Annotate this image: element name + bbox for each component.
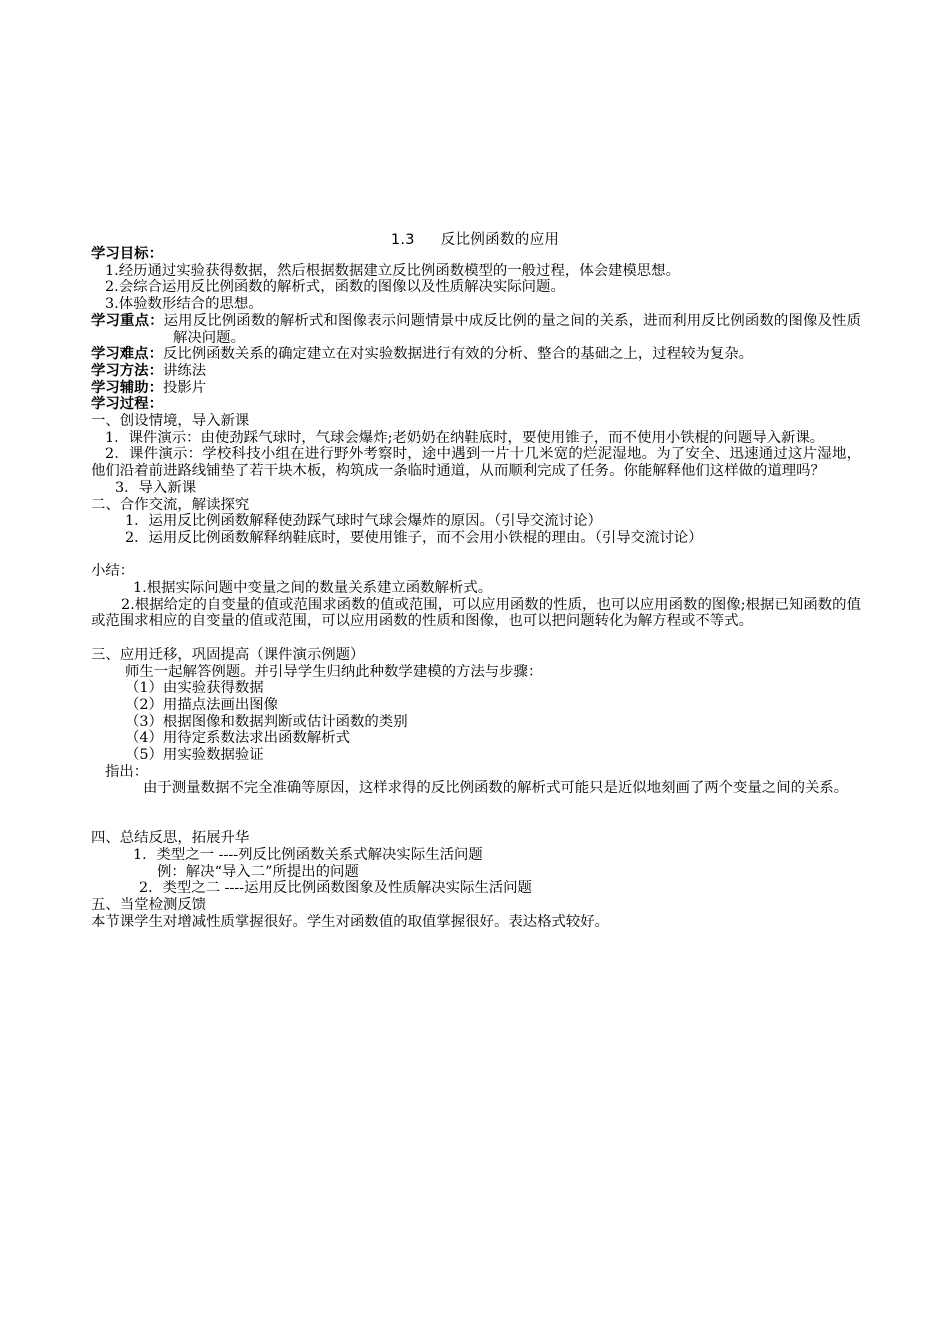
method-step: （3）根据图像和数据判断或估计函数的类别: [125, 713, 408, 730]
section-2-heading: 二、合作交流，解读探究: [91, 496, 250, 513]
method-step: （5）用实验数据验证: [125, 747, 264, 764]
title-number: 1.3: [390, 232, 415, 248]
section-5-heading: 五、当堂检测反馈: [91, 896, 207, 913]
section-4-item: 2．类型之二 ----运用反比例函数图象及性质解决实际生活问题: [139, 880, 532, 897]
method-step: （2）用描点法画出图像: [125, 696, 279, 713]
section-1-item: 2．课件演示：学校科技小组在进行野外考察时，途中遇到一片十几米宽的烂泥湿地。为了安全、迅速通过这片湿地，他们沿着前进路线铺垫了若干块木板，构筑成一条临时通道，从而顺利完成了任务。你能解释他们这样做的道理吗？: [91, 446, 861, 480]
key-point-text: 运用反比例函数的解析式和图像表示问题情景中成反比例的量之间的关系，进而利用反比例函数的图像及性质解决问题。: [163, 312, 861, 346]
key-point-label: 学习重点：: [91, 312, 164, 329]
note-text: 由于测量数据不完全准确等原因，这样求得的反比例函数的解析式可能只是近似地刻画了两个变量之间的关系。: [143, 780, 849, 797]
section-2-item: 1．运用反比例函数解释使劲踩气球时气球会爆炸的原因。（引导交流讨论）: [125, 513, 602, 530]
method-paragraph: [91, 363, 861, 380]
section-1-item: 1．课件演示：由使劲踩气球时，气球会爆炸;老奶奶在纳鞋底时，要使用锥子，而不使用小铁棍的问题导入新课。: [105, 429, 825, 446]
note-label: 指出：: [105, 763, 149, 780]
section-4-item: 1．类型之一 ----列反比例函数关系式解决实际生活问题: [133, 846, 483, 863]
objective-item: 2.会综合运用反比例函数的解析式，函数的图像以及性质解决实际问题。: [105, 279, 565, 296]
objective-item: 3.体验数形结合的思想。: [105, 296, 263, 313]
spacer: [91, 547, 861, 564]
spacer: [91, 797, 861, 830]
method-text: 讲练法: [162, 362, 207, 379]
key-point-paragraph: [91, 313, 861, 346]
document-body: [91, 246, 861, 930]
spacer: [91, 630, 861, 647]
difficulty-paragraph: [91, 346, 861, 363]
aids-label: 学习辅助：: [91, 379, 163, 396]
method-step: （1）由实验获得数据: [125, 680, 264, 697]
objective-item: 1.经历通过实验获得数据，然后根据数据建立反比例函数模型的一般过程，体会建模思想。: [105, 262, 680, 279]
section-2-item: 2．运用反比例函数解释纳鞋底时，要使用锥子，而不会用小铁棍的理由。（引导交流讨论）: [125, 529, 703, 546]
method-label: 学习方法：: [91, 362, 163, 379]
aids-paragraph: [91, 380, 861, 397]
difficulty-label: 学习难点：: [91, 346, 163, 363]
process-heading: 学习过程：: [91, 396, 163, 413]
section-1-item: 3．导入新课: [115, 479, 197, 496]
title-text: 反比例函数的应用: [440, 232, 560, 248]
objectives-heading: 学习目标：: [91, 246, 163, 262]
summary-item: 1.根据实际问题中变量之间的数量关系建立函数解析式。: [133, 580, 493, 597]
section-3-heading: 三、应用迁移，巩固提高（课件演示例题）: [91, 646, 365, 663]
summary-item: 2.根据给定的自变量的值或范围求函数的值或范围，可以应用函数的性质，也可以应用函数的图像;根据已知函数的值或范围求相应的自变量的值或范围，可以应用函数的性质和图像，也可以把问题转化为解方程或不等式。: [91, 596, 861, 630]
section-3-intro: 师生一起解答例题。并引导学生归纳此种数学建模的方法与步骤：: [125, 663, 543, 680]
section-5-text: 本节课学生对增减性质掌握很好。学生对函数值的取值掌握很好。表达格式较好。: [91, 913, 610, 930]
difficulty-text: 反比例函数关系的确定建立在对实验数据进行有效的分析、整合的基础之上，过程较为复杂。: [162, 346, 753, 363]
section-4-example: 例：解决“导入二”所提出的问题: [157, 863, 359, 880]
summary-heading: 小结：: [91, 563, 135, 580]
section-1-heading: 一、创设情境，导入新课: [91, 413, 250, 430]
aids-text: 投影片: [162, 379, 207, 396]
section-4-heading: 四、总结反思，拓展升华: [91, 830, 250, 847]
method-step: （4）用待定系数法求出函数解析式: [125, 730, 351, 747]
